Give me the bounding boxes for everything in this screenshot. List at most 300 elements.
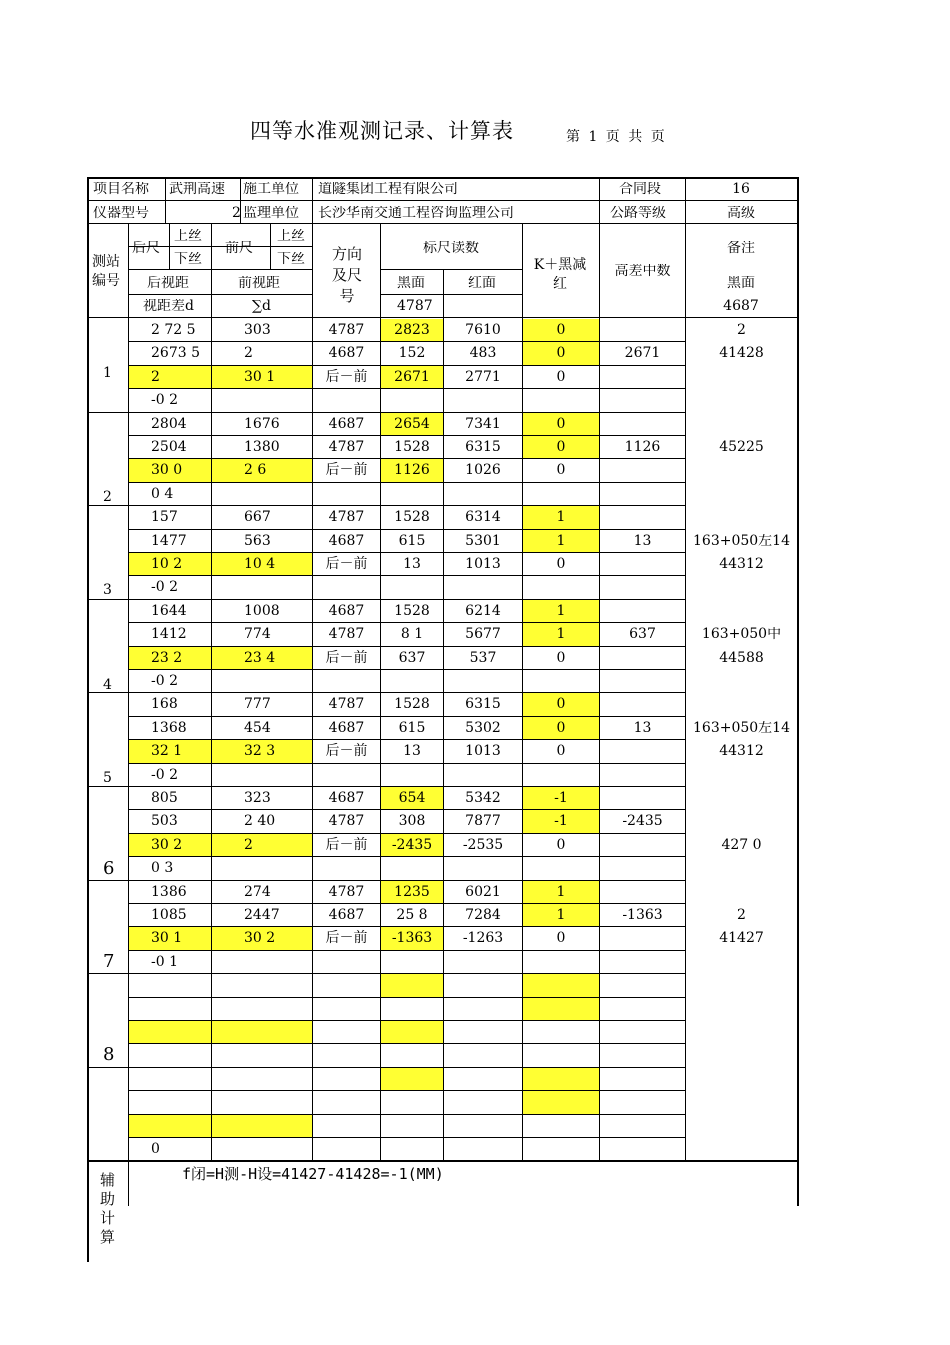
cell-c2: 1008 xyxy=(244,602,280,619)
h-line xyxy=(128,669,685,670)
cell-c1 xyxy=(129,1091,211,1113)
cell-c2: 323 xyxy=(244,790,271,806)
cell-c1: 1644 xyxy=(151,602,187,619)
cell-remark: 163+050左14 xyxy=(693,720,790,735)
cell-c7 xyxy=(600,951,685,973)
cell-c7 xyxy=(600,483,685,505)
cell-c4: 2654 xyxy=(381,413,443,435)
h-line xyxy=(87,505,685,506)
grade-label: 公路等级 xyxy=(610,206,666,220)
cell-remark: 427 0 xyxy=(721,837,762,852)
contract-label: 合同段 xyxy=(619,182,661,196)
cell-c3: 4787 xyxy=(328,439,365,455)
h-line xyxy=(128,763,685,764)
cell-c6: 1 xyxy=(523,623,599,645)
instrument-value: 2 xyxy=(232,206,241,220)
cell-c5: 7610 xyxy=(465,322,501,338)
cell-c6: 0 xyxy=(523,319,599,341)
cell-c2 xyxy=(212,1138,312,1160)
h-line xyxy=(87,223,797,224)
cell-c3 xyxy=(313,857,380,879)
cell-c3 xyxy=(313,998,380,1020)
cell-c3 xyxy=(313,670,380,692)
cell-c7 xyxy=(600,1091,685,1113)
cell-c7 xyxy=(600,647,685,669)
v-line xyxy=(87,1160,89,1262)
cell-c3: 后－前 xyxy=(325,462,368,479)
cell-c6 xyxy=(523,1068,599,1090)
cell-c1: -0 2 xyxy=(151,673,178,689)
cell-c1: 32 1 xyxy=(129,740,211,762)
cell-c5: 6315 xyxy=(465,696,501,713)
h-line xyxy=(128,1137,685,1138)
cell-c1: 30 1 xyxy=(129,927,211,949)
front-header: 前尺 xyxy=(225,241,253,255)
station-header: 测站编号 xyxy=(92,254,120,289)
cell-c6: 1 xyxy=(523,904,599,926)
h-line xyxy=(128,1114,685,1115)
cell-c7 xyxy=(600,998,685,1020)
cell-c2 xyxy=(212,764,312,786)
cell-c5: 7341 xyxy=(465,415,501,432)
cell-c3: 4787 xyxy=(328,696,365,713)
cell-remark: 2 xyxy=(737,908,746,922)
cell-c3 xyxy=(313,764,380,786)
cell-c7 xyxy=(600,1021,685,1043)
cell-c2 xyxy=(212,1021,312,1043)
cell-c7: 13 xyxy=(633,532,652,549)
aux-label: 辅助计算 xyxy=(98,1172,116,1248)
v-line xyxy=(128,1160,129,1206)
cell-c5: 6214 xyxy=(465,602,501,619)
project-value: 武荆高速 xyxy=(169,182,225,196)
cell-c6: 0 xyxy=(556,743,566,760)
h-line xyxy=(128,482,685,483)
black-header: 黑面 xyxy=(397,276,425,290)
cell-c4 xyxy=(381,1044,443,1066)
cell-c2 xyxy=(212,389,312,411)
cell-c7 xyxy=(600,693,685,715)
cell-c2: 10 4 xyxy=(212,553,312,575)
cell-c4 xyxy=(381,764,443,786)
cell-c2 xyxy=(212,998,312,1020)
cell-c6: 0 xyxy=(556,836,566,853)
cell-c6: -1 xyxy=(523,787,599,809)
cell-c4 xyxy=(381,576,443,598)
cell-c7 xyxy=(600,1138,685,1160)
builder-label: 施工单位 xyxy=(243,182,299,196)
cell-c3 xyxy=(313,1068,380,1090)
h-line xyxy=(380,294,522,295)
cell-c7 xyxy=(600,319,685,341)
cell-c6: 0 xyxy=(556,649,566,666)
h-line xyxy=(128,739,685,740)
cell-c4: 1528 xyxy=(394,439,430,455)
v-line xyxy=(685,223,686,1160)
h-line xyxy=(128,575,685,576)
h-line xyxy=(87,317,797,318)
cell-c2 xyxy=(212,1068,312,1090)
cell-c1 xyxy=(129,974,211,996)
cell-c4 xyxy=(381,857,443,879)
cell-c3: 后－前 xyxy=(325,930,368,947)
cell-c2 xyxy=(212,1115,312,1137)
cell-c3: 后－前 xyxy=(325,556,368,572)
station-number: 6 xyxy=(103,860,115,878)
cell-c4: 615 xyxy=(398,532,426,549)
contract-value: 16 xyxy=(732,182,750,196)
cell-c7 xyxy=(600,1044,685,1066)
cell-c5: 5302 xyxy=(465,719,501,736)
cell-c5: 1013 xyxy=(465,743,501,760)
v-line xyxy=(270,223,271,269)
cell-c3 xyxy=(313,1138,380,1160)
cell-c6: 0 xyxy=(523,436,599,458)
cell-c1: 168 xyxy=(151,696,178,713)
cell-c3: 4687 xyxy=(328,907,365,923)
cell-c4: 615 xyxy=(398,719,426,736)
cell-c1: -0 2 xyxy=(151,579,178,596)
cell-c5: -2535 xyxy=(462,836,504,853)
cell-remark: 163+050中 xyxy=(701,627,782,642)
cell-c3 xyxy=(313,1044,380,1066)
cell-c4 xyxy=(381,974,443,996)
cell-c5: 6315 xyxy=(465,439,501,455)
h-line xyxy=(128,716,685,717)
cell-c1: 1085 xyxy=(151,907,187,923)
cell-c7 xyxy=(600,506,685,528)
cell-c5 xyxy=(444,670,522,692)
cell-c6: 0 xyxy=(523,413,599,435)
direction-header: 方向及尺号 xyxy=(331,245,362,305)
cell-c2: 563 xyxy=(244,532,271,549)
cell-c6: 0 xyxy=(556,930,566,947)
h-line xyxy=(128,294,312,295)
h-line xyxy=(128,950,685,951)
cell-c2: 667 xyxy=(244,509,271,526)
h-line xyxy=(87,973,685,974)
h-line xyxy=(128,269,312,270)
cell-c2: 1676 xyxy=(244,415,280,432)
v-line xyxy=(797,1160,799,1206)
cell-c1: 1412 xyxy=(151,626,187,643)
cell-remark: 2 xyxy=(737,323,746,337)
project-label: 项目名称 xyxy=(93,182,149,196)
cell-c6 xyxy=(523,670,599,692)
cell-c2 xyxy=(212,670,312,692)
cell-c2: 454 xyxy=(244,719,271,736)
h-line xyxy=(128,926,685,927)
cell-c7: 637 xyxy=(629,626,656,643)
cell-c6: 0 xyxy=(556,368,566,385)
cell-c6: 1 xyxy=(523,506,599,528)
v-line xyxy=(240,177,241,223)
h-line xyxy=(128,833,685,834)
cell-c3: 4687 xyxy=(328,532,365,549)
cell-c5: 7284 xyxy=(465,907,501,923)
cell-c5 xyxy=(444,576,522,598)
cell-c5 xyxy=(444,1068,522,1090)
back-lower: 下丝 xyxy=(174,252,202,266)
cell-c4: 637 xyxy=(398,649,426,666)
cell-c6 xyxy=(523,1044,599,1066)
cell-c7 xyxy=(600,459,685,481)
h-line xyxy=(87,200,797,201)
cell-c2: 303 xyxy=(244,322,271,338)
cell-c1: 805 xyxy=(151,790,178,806)
cell-c4: -1363 xyxy=(381,927,443,949)
cell-c4 xyxy=(381,998,443,1020)
cell-c1 xyxy=(129,1021,211,1043)
cell-c4 xyxy=(381,389,443,411)
cell-remark: 44312 xyxy=(719,557,764,571)
cell-c2: 2 40 xyxy=(244,813,276,830)
v-line xyxy=(599,177,600,223)
cell-c1: 2804 xyxy=(151,415,187,432)
cell-c5 xyxy=(444,1115,522,1137)
remark-header: 备注 xyxy=(727,241,755,255)
cell-c2: 30 2 xyxy=(212,927,312,949)
cell-c5 xyxy=(444,764,522,786)
cell-c1: 2 72 5 xyxy=(151,322,196,338)
cell-c3 xyxy=(313,1115,380,1137)
cell-c2: 30 1 xyxy=(212,366,312,388)
cell-c4 xyxy=(381,670,443,692)
cell-c7 xyxy=(600,600,685,622)
cell-c4: 8 1 xyxy=(400,626,424,643)
cell-c3: 后－前 xyxy=(325,743,368,760)
cell-c7 xyxy=(600,787,685,809)
cell-c2: 777 xyxy=(244,696,271,713)
cell-c7 xyxy=(600,764,685,786)
h-line xyxy=(87,1067,685,1068)
cell-c4: 1528 xyxy=(394,602,430,619)
cell-remark: 44588 xyxy=(719,650,764,665)
h-line xyxy=(128,1090,685,1091)
station-number: 8 xyxy=(103,1046,115,1064)
cell-c6 xyxy=(523,974,599,996)
cell-c3: 4787 xyxy=(328,883,365,900)
black-const: 4787 xyxy=(397,299,433,313)
h-line xyxy=(128,1020,685,1021)
cell-c4 xyxy=(381,1115,443,1137)
cell-c2 xyxy=(212,483,312,505)
cell-c4: 2823 xyxy=(381,319,443,341)
cell-c1 xyxy=(129,1044,211,1066)
cell-c7: 13 xyxy=(633,719,652,736)
cell-c4: 13 xyxy=(403,556,421,572)
cell-c1: 1477 xyxy=(151,532,187,549)
cell-c3 xyxy=(313,1021,380,1043)
remark-value: 4687 xyxy=(723,299,759,313)
v-line xyxy=(685,177,686,223)
cell-c1 xyxy=(129,1115,211,1137)
cell-c6 xyxy=(523,1138,599,1160)
cell-c6 xyxy=(523,998,599,1020)
cell-c7 xyxy=(600,413,685,435)
cell-c4 xyxy=(381,1068,443,1090)
cell-c2: 274 xyxy=(244,883,271,900)
cell-c6: 0 xyxy=(523,693,599,715)
cell-c3: 4687 xyxy=(328,790,365,806)
cell-c3 xyxy=(313,389,380,411)
cell-c7 xyxy=(600,576,685,598)
h-line xyxy=(128,646,685,647)
cell-c3: 4787 xyxy=(328,322,365,338)
cell-c4: 25 8 xyxy=(396,907,428,923)
cell-c1 xyxy=(129,1068,211,1090)
cell-c2 xyxy=(212,1044,312,1066)
cell-c4: 1528 xyxy=(394,509,430,526)
supervisor-value: 长沙华南交通工程咨询监理公司 xyxy=(318,206,514,220)
cell-c5 xyxy=(444,998,522,1020)
cell-c4 xyxy=(381,483,443,505)
cell-c2 xyxy=(212,576,312,598)
station-number: 3 xyxy=(103,583,112,597)
cell-c6 xyxy=(523,951,599,973)
cell-c3: 4687 xyxy=(328,719,365,736)
cell-c5: 1013 xyxy=(465,556,501,572)
cell-c4: 1126 xyxy=(381,459,443,481)
cell-c5: -1263 xyxy=(462,930,504,947)
cell-c3 xyxy=(313,483,380,505)
grade-value: 高级 xyxy=(727,206,755,220)
cell-c7 xyxy=(600,974,685,996)
station-number: 1 xyxy=(103,366,112,380)
cell-c3 xyxy=(313,1091,380,1113)
builder-value: 道隧集团工程有限公司 xyxy=(318,182,458,196)
h-line xyxy=(87,880,685,881)
cell-c5 xyxy=(444,1044,522,1066)
cell-c3: 4687 xyxy=(328,345,365,362)
cell-c6 xyxy=(523,389,599,411)
cell-c3 xyxy=(313,974,380,996)
cell-remark: 41428 xyxy=(719,346,764,361)
cell-remark: 44312 xyxy=(719,744,764,759)
cell-c7: -1363 xyxy=(622,907,663,923)
cell-c1: 23 2 xyxy=(129,647,211,669)
cell-c7 xyxy=(600,553,685,575)
h-line xyxy=(128,622,685,623)
cell-c1: 30 2 xyxy=(129,834,211,856)
station-number: 4 xyxy=(103,678,112,692)
cell-c5 xyxy=(444,483,522,505)
cell-c6 xyxy=(523,483,599,505)
cell-c2: 32 3 xyxy=(212,740,312,762)
cell-c5 xyxy=(444,974,522,996)
cell-c7 xyxy=(600,927,685,949)
cell-c5: 7877 xyxy=(465,813,501,830)
cell-c6 xyxy=(523,1091,599,1113)
cell-c2: 23 4 xyxy=(212,647,312,669)
cell-c7 xyxy=(600,1115,685,1137)
h-line xyxy=(211,246,312,247)
cell-c4: 1235 xyxy=(381,881,443,903)
cell-c6: 1 xyxy=(523,530,599,552)
cell-c4: 1528 xyxy=(394,696,430,713)
h-line xyxy=(128,552,685,553)
cell-c2: 1380 xyxy=(244,439,280,455)
cell-c1: 157 xyxy=(151,509,178,526)
cell-remark: 41427 xyxy=(719,931,764,946)
cell-c6: 0 xyxy=(523,717,599,739)
cell-c1: 0 xyxy=(151,1141,160,1157)
supervisor-label: 监理单位 xyxy=(243,206,299,220)
h-line xyxy=(128,997,685,998)
cell-c1: 2504 xyxy=(151,439,187,455)
cell-c6: -1 xyxy=(523,810,599,832)
cell-c6: 0 xyxy=(523,342,599,364)
cell-remark: 163+050左14 xyxy=(693,533,790,548)
cell-c4: 2671 xyxy=(381,366,443,388)
cell-c4 xyxy=(381,1091,443,1113)
h-line xyxy=(87,412,685,413)
cell-c7: 1126 xyxy=(624,439,661,455)
cell-c3: 4787 xyxy=(328,509,365,526)
cell-c5: 6314 xyxy=(465,509,501,526)
cell-c2: 2 xyxy=(212,834,312,856)
h-line xyxy=(87,1160,797,1162)
cell-c6 xyxy=(523,1021,599,1043)
h-line xyxy=(128,903,685,904)
cell-c1: 503 xyxy=(151,813,178,830)
cell-c3: 4787 xyxy=(328,626,365,643)
cell-c4: 152 xyxy=(398,345,426,362)
cell-c3 xyxy=(313,576,380,598)
h-line xyxy=(380,269,522,270)
front-upper: 上丝 xyxy=(277,229,305,243)
cell-c5: 5677 xyxy=(465,626,501,643)
cell-c4: -2435 xyxy=(381,834,443,856)
v-line xyxy=(312,177,313,223)
cell-c1: 0 3 xyxy=(151,860,174,877)
cell-c3: 4687 xyxy=(328,415,365,432)
cell-c2: 2 6 xyxy=(212,459,312,481)
cell-c7 xyxy=(600,389,685,411)
cell-c3: 后－前 xyxy=(325,836,368,853)
cell-c1: 30 0 xyxy=(129,459,211,481)
cell-c3: 4687 xyxy=(328,602,365,619)
cell-c5 xyxy=(444,857,522,879)
cell-c5 xyxy=(444,389,522,411)
v-line xyxy=(443,269,444,1160)
cell-c6 xyxy=(523,764,599,786)
page-info: 第 1 页 共 页 xyxy=(566,129,665,145)
cell-c7 xyxy=(600,1068,685,1090)
h-line xyxy=(87,692,685,693)
v-line xyxy=(797,177,799,1160)
cell-c7 xyxy=(600,857,685,879)
aux-note: f闭=H测-H设=41427-41428=-1(MM) xyxy=(182,1165,444,1183)
cell-c3: 后－前 xyxy=(325,649,368,666)
h-line xyxy=(128,435,685,436)
red-header: 红面 xyxy=(468,276,496,290)
cell-c6: 1 xyxy=(523,600,599,622)
k-header: K＋黑减红 xyxy=(533,257,587,292)
cell-c4 xyxy=(381,1138,443,1160)
h-line xyxy=(87,599,685,600)
cell-c1: -0 1 xyxy=(151,953,178,970)
cell-c5: 6021 xyxy=(465,883,501,900)
h-line xyxy=(128,529,685,530)
h-line xyxy=(128,458,685,459)
cell-c7 xyxy=(600,834,685,856)
front-lower: 下丝 xyxy=(277,252,305,266)
h-line xyxy=(128,388,685,389)
station-number: 5 xyxy=(103,771,112,785)
cell-c1: 1368 xyxy=(151,719,187,736)
h-line xyxy=(128,856,685,857)
